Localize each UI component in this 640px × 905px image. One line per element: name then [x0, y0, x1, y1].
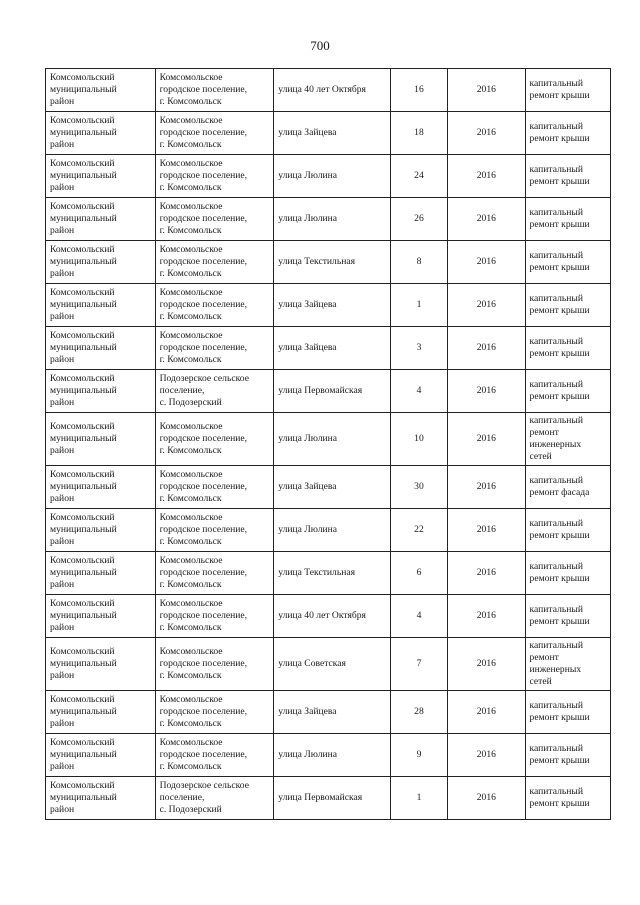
work-type-cell: капитальный ремонт крыши: [525, 198, 610, 241]
settlement-cell: Комсомольское городское поселение, г. Комсомольск: [155, 112, 274, 155]
work-type-cell: капитальный ремонт инженерных сетей: [525, 413, 610, 466]
house-number-cell: 1: [390, 777, 447, 820]
year-cell: 2016: [448, 638, 525, 691]
settlement-cell: Комсомольское городское поселение, г. Комсомольск: [155, 284, 274, 327]
work-type-cell: капитальный ремонт крыши: [525, 595, 610, 638]
table-row: [46, 509, 611, 552]
table-row: [46, 552, 611, 595]
work-type-cell: капитальный ремонт крыши: [525, 112, 610, 155]
settlement-cell: Комсомольское городское поселение, г. Комсомольск: [155, 552, 274, 595]
district-cell: Комсомольский муниципальный район: [46, 552, 156, 595]
work-type-cell: капитальный ремонт крыши: [525, 155, 610, 198]
work-type-cell: капитальный ремонт крыши: [525, 734, 610, 777]
district-cell: Комсомольский муниципальный район: [46, 370, 156, 413]
table-row: [46, 327, 611, 370]
house-number-cell: 26: [390, 198, 447, 241]
house-number-cell: 30: [390, 466, 447, 509]
work-type-cell: капитальный ремонт крыши: [525, 552, 610, 595]
district-cell: Комсомольский муниципальный район: [46, 777, 156, 820]
house-number-cell: 10: [390, 413, 447, 466]
settlement-cell: Комсомольское городское поселение, г. Комсомольск: [155, 413, 274, 466]
house-number-cell: 7: [390, 638, 447, 691]
year-cell: 2016: [448, 370, 525, 413]
settlement-cell: Комсомольское городское поселение, г. Комсомольск: [155, 638, 274, 691]
street-cell: улица Первомайская: [274, 777, 391, 820]
year-cell: 2016: [448, 509, 525, 552]
district-cell: Комсомольский муниципальный район: [46, 198, 156, 241]
house-number-cell: 8: [390, 241, 447, 284]
house-number-cell: 6: [390, 552, 447, 595]
work-type-cell: капитальный ремонт крыши: [525, 284, 610, 327]
street-cell: улица Зайцева: [274, 691, 391, 734]
house-number-cell: 3: [390, 327, 447, 370]
house-number-cell: 16: [390, 69, 447, 112]
district-cell: Комсомольский муниципальный район: [46, 595, 156, 638]
street-cell: улица Зайцева: [274, 466, 391, 509]
year-cell: 2016: [448, 413, 525, 466]
work-type-cell: капитальный ремонт крыши: [525, 241, 610, 284]
street-cell: улица Текстильная: [274, 552, 391, 595]
house-number-cell: 28: [390, 691, 447, 734]
work-type-cell: капитальный ремонт крыши: [525, 509, 610, 552]
district-cell: Комсомольский муниципальный район: [46, 327, 156, 370]
settlement-cell: Комсомольское городское поселение, г. Комсомольск: [155, 595, 274, 638]
table-row: [46, 595, 611, 638]
district-cell: Комсомольский муниципальный район: [46, 284, 156, 327]
district-cell: Комсомольский муниципальный район: [46, 69, 156, 112]
street-cell: улица Первомайская: [274, 370, 391, 413]
repair-schedule-table: [45, 68, 611, 820]
year-cell: 2016: [448, 69, 525, 112]
district-cell: Комсомольский муниципальный район: [46, 691, 156, 734]
house-number-cell: 9: [390, 734, 447, 777]
house-number-cell: 4: [390, 370, 447, 413]
year-cell: 2016: [448, 284, 525, 327]
settlement-cell: Комсомольское городское поселение, г. Комсомольск: [155, 241, 274, 284]
settlement-cell: Подозерское сельское поселение, с. Подозерский: [155, 370, 274, 413]
year-cell: 2016: [448, 777, 525, 820]
work-type-cell: капитальный ремонт крыши: [525, 777, 610, 820]
street-cell: улица Люлина: [274, 413, 391, 466]
house-number-cell: 24: [390, 155, 447, 198]
year-cell: 2016: [448, 198, 525, 241]
street-cell: улица Люлина: [274, 155, 391, 198]
table-body: [46, 69, 611, 820]
settlement-cell: Комсомольское городское поселение, г. Комсомольск: [155, 466, 274, 509]
year-cell: 2016: [448, 691, 525, 734]
table-row: [46, 198, 611, 241]
settlement-cell: Комсомольское городское поселение, г. Комсомольск: [155, 155, 274, 198]
district-cell: Комсомольский муниципальный район: [46, 241, 156, 284]
table-row: [46, 638, 611, 691]
table-row: [46, 777, 611, 820]
table-row: [46, 413, 611, 466]
district-cell: Комсомольский муниципальный район: [46, 466, 156, 509]
street-cell: улица 40 лет Октября: [274, 69, 391, 112]
settlement-cell: Комсомольское городское поселение, г. Комсомольск: [155, 327, 274, 370]
year-cell: 2016: [448, 595, 525, 638]
district-cell: Комсомольский муниципальный район: [46, 509, 156, 552]
street-cell: улица Зайцева: [274, 112, 391, 155]
work-type-cell: капитальный ремонт крыши: [525, 691, 610, 734]
work-type-cell: капитальный ремонт инженерных сетей: [525, 638, 610, 691]
year-cell: 2016: [448, 734, 525, 777]
district-cell: Комсомольский муниципальный район: [46, 112, 156, 155]
street-cell: улица Текстильная: [274, 241, 391, 284]
district-cell: Комсомольский муниципальный район: [46, 413, 156, 466]
table-row: [46, 466, 611, 509]
settlement-cell: Подозерское сельское поселение, с. Подозерский: [155, 777, 274, 820]
settlement-cell: Комсомольское городское поселение, г. Комсомольск: [155, 734, 274, 777]
house-number-cell: 4: [390, 595, 447, 638]
table-row: [46, 241, 611, 284]
year-cell: 2016: [448, 466, 525, 509]
year-cell: 2016: [448, 112, 525, 155]
page-number: 700: [310, 38, 330, 53]
settlement-cell: Комсомольское городское поселение, г. Комсомольск: [155, 691, 274, 734]
year-cell: 2016: [448, 155, 525, 198]
work-type-cell: капитальный ремонт фасада: [525, 466, 610, 509]
street-cell: улица Люлина: [274, 509, 391, 552]
work-type-cell: капитальный ремонт крыши: [525, 69, 610, 112]
settlement-cell: Комсомольское городское поселение, г. Комсомольск: [155, 198, 274, 241]
settlement-cell: Комсомольское городское поселение, г. Комсомольск: [155, 69, 274, 112]
street-cell: улица Люлина: [274, 734, 391, 777]
work-type-cell: капитальный ремонт крыши: [525, 327, 610, 370]
street-cell: улица Люлина: [274, 198, 391, 241]
district-cell: Комсомольский муниципальный район: [46, 734, 156, 777]
table-row: [46, 69, 611, 112]
table-row: [46, 155, 611, 198]
table-row: [46, 284, 611, 327]
year-cell: 2016: [448, 241, 525, 284]
work-type-cell: капитальный ремонт крыши: [525, 370, 610, 413]
table-row: [46, 370, 611, 413]
street-cell: улица Советская: [274, 638, 391, 691]
year-cell: 2016: [448, 552, 525, 595]
table-row: [46, 734, 611, 777]
street-cell: улица Зайцева: [274, 327, 391, 370]
district-cell: Комсомольский муниципальный район: [46, 155, 156, 198]
year-cell: 2016: [448, 327, 525, 370]
settlement-cell: Комсомольское городское поселение, г. Комсомольск: [155, 509, 274, 552]
district-cell: Комсомольский муниципальный район: [46, 638, 156, 691]
house-number-cell: 22: [390, 509, 447, 552]
table-row: [46, 691, 611, 734]
street-cell: улица Зайцева: [274, 284, 391, 327]
house-number-cell: 1: [390, 284, 447, 327]
table-row: [46, 112, 611, 155]
house-number-cell: 18: [390, 112, 447, 155]
street-cell: улица 40 лет Октября: [274, 595, 391, 638]
